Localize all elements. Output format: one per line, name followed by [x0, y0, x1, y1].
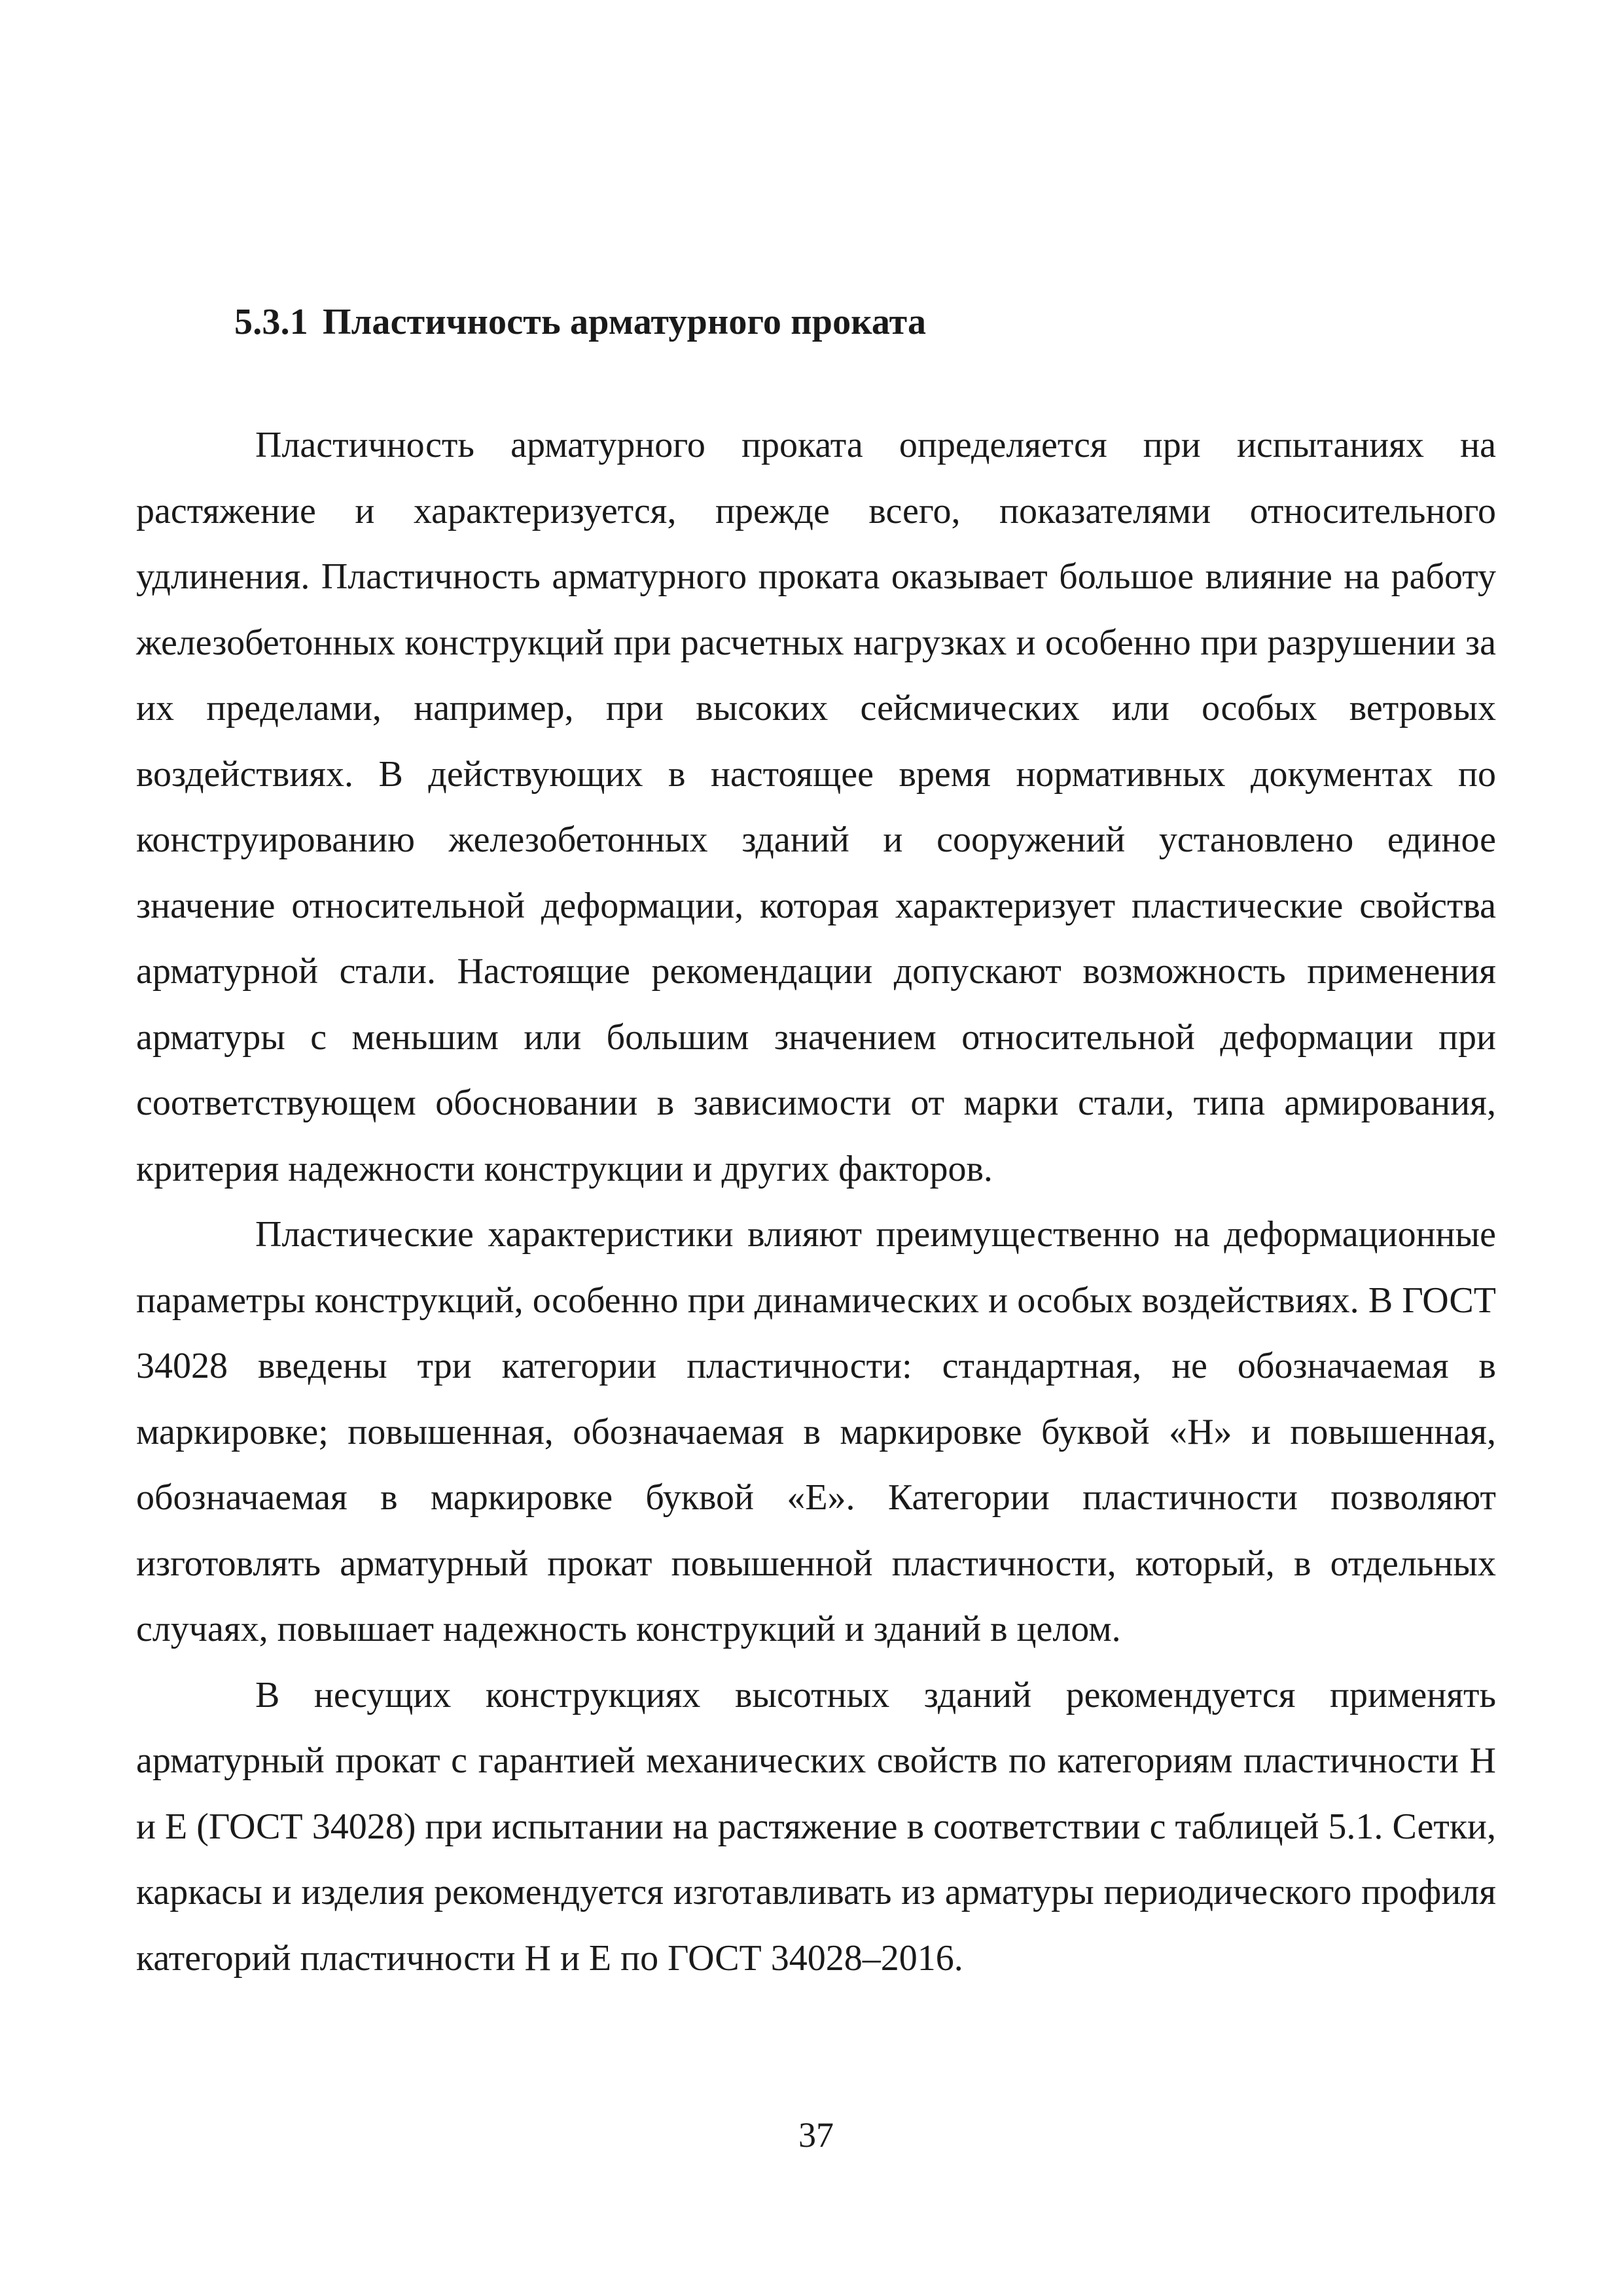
paragraph-1: Пластичность арматурного проката определяется при испытаниях на растяжение и характеризуется, прежде всего, показателями относительного удлинения. Пластичность арматурного проката оказывает большое влияние на работу железобетонных конструкций при расчетных нагрузках и особенно при разрушении за их пределами, например, при высоких сейсмических или особых ветровых воздействиях. В действующих в настоящее время нормативных документах по конструированию железобетонных зданий и сооружений установлено единое значение относительной деформации, которая характеризует пластические свойства арматурной стали. Настоящие рекомендации допускают возможность применения арматуры с меньшим или большим значением относительной деформации при соответствующем обосновании в зависимости от марки стали, типа армирования, критерия надежности конструкции и других факторов.	[136, 425, 1496, 1189]
body-text	[136, 412, 1496, 1991]
section-number: 5.3.1	[234, 302, 308, 343]
paragraph-2: Пластические характеристики влияют преимущественно на деформационные параметры конструкций, особенно при динамических и особых воздействиях. В ГОСТ 34028 введены три категории пластичности: стандартная, не обозначаемая в маркировке; повышенная, обозначаемая в маркировке буквой «Н» и повышенная, обозначаемая в маркировке буквой «Е». Категории пластичности позволяют изготовлять арматурный прокат повышенной пластичности, который, в отдельных случаях, повышает надежность конструкций и зданий в целом.	[136, 1214, 1496, 1649]
paragraph-3: В несущих конструкциях высотных зданий рекомендуется применять арматурный прокат с гарантией механических свойств по категориям пластичности Н и Е (ГОСТ 34028) при испытании на растяжение в соответствии с таблицей 5.1. Сетки, каркасы и изделия рекомендуется изготавливать из арматуры периодического профиля категорий пластичности Н и Е по ГОСТ 34028–2016.	[136, 1674, 1496, 1979]
section-heading	[234, 302, 927, 343]
section-title: Пластичность арматурного проката	[323, 302, 927, 343]
page-number: 37	[798, 2115, 834, 2155]
document-page	[136, 0, 1496, 2296]
